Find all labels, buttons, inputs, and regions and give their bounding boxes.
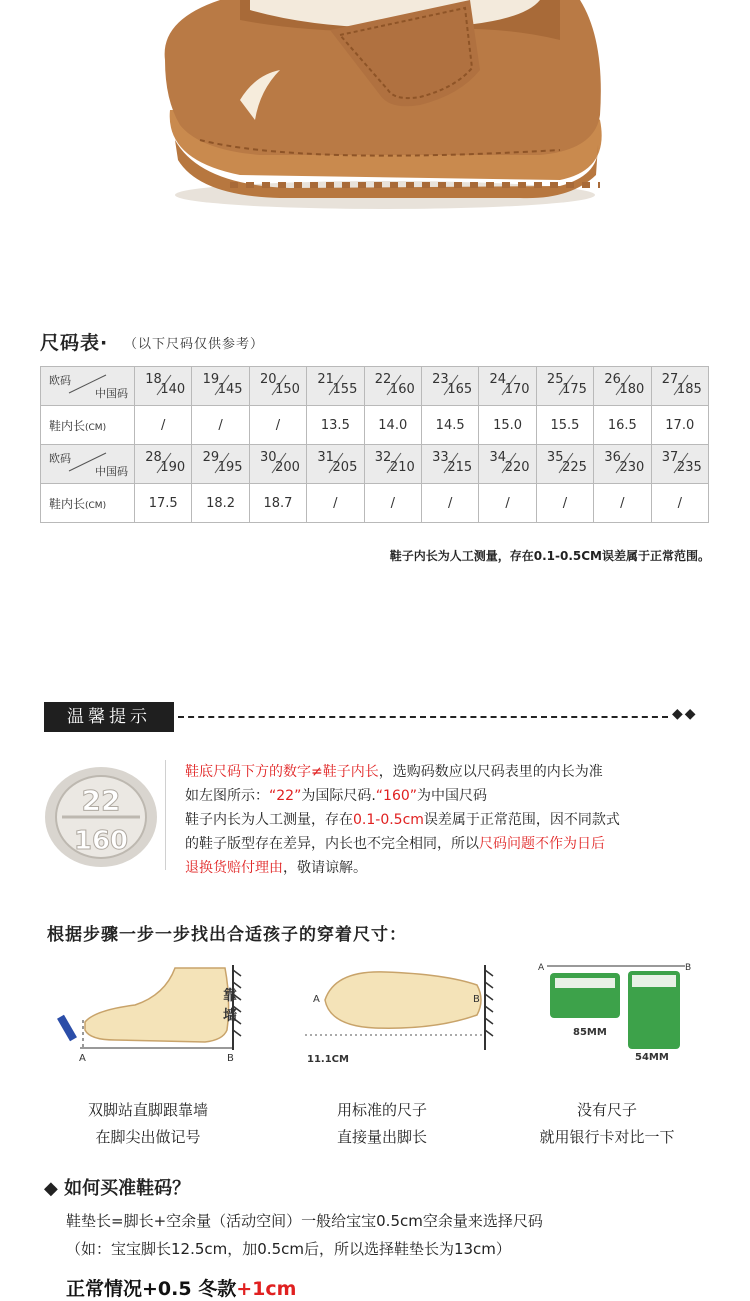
length-cell: 15.5 <box>536 406 593 445</box>
length-cell: 13.5 <box>307 406 364 445</box>
length-cell: 18.2 <box>192 484 249 523</box>
size-header-corner <box>41 445 135 484</box>
length-row-label: 鞋内长(CM) <box>41 484 135 523</box>
size-chart-note: （以下尺码仅供参考） <box>124 337 265 352</box>
size-cell: 20 150 <box>249 367 306 406</box>
normal-allowance: 正常情况+0.5 冬款+1cm <box>66 1278 297 1300</box>
cn-size-label: 中国码 <box>95 465 128 478</box>
size-cell: 28 190 <box>135 445 192 484</box>
length-cell: 14.5 <box>421 406 478 445</box>
svg-text:B: B <box>473 994 480 1005</box>
length-cell: / <box>364 484 421 523</box>
length-cell: / <box>307 484 364 523</box>
size-cell: 33 215 <box>421 445 478 484</box>
size-cell: 19 145 <box>192 367 249 406</box>
svg-text:22: 22 <box>81 784 121 817</box>
diamond-icon: ◆◆ <box>672 706 698 722</box>
size-cell: 36 230 <box>594 445 651 484</box>
size-cell: 29 195 <box>192 445 249 484</box>
tips-line-4: 的鞋子版型存在差异，内长也不完全相同，所以尺码问题不作为日后 <box>185 836 605 852</box>
length-cell: / <box>249 406 306 445</box>
svg-text:A: A <box>313 994 320 1005</box>
svg-text:54MM: 54MM <box>635 1052 669 1063</box>
length-row-label: 鞋内长(CM) <box>41 406 135 445</box>
length-cell: / <box>192 406 249 445</box>
size-cell: 18 140 <box>135 367 192 406</box>
length-cell: 17.0 <box>651 406 708 445</box>
length-cell: 14.0 <box>364 406 421 445</box>
svg-text:B: B <box>227 1053 234 1064</box>
steps-heading: 根据步骤一步一步找出合适孩子的穿着尺寸： <box>47 925 407 945</box>
tips-text <box>185 760 705 880</box>
foot-against-wall-illustration <box>55 960 245 1065</box>
size-chart-title: 尺码表· <box>40 332 109 354</box>
length-cell: / <box>421 484 478 523</box>
size-cell: 35 225 <box>536 445 593 484</box>
size-cell: 32 210 <box>364 445 421 484</box>
size-cell: 27 185 <box>651 367 708 406</box>
length-cell: 17.5 <box>135 484 192 523</box>
tips-line-2: 如左图所示：“22”为国际尺码.“160”为中国尺码 <box>185 788 488 804</box>
step1-caption: 双脚站直脚跟靠墙 在脚尖出做记号 <box>87 1101 208 1146</box>
step2-caption: 用标准的尺子 直接量出脚长 <box>336 1101 427 1146</box>
length-row-1 <box>41 406 709 445</box>
ruler-measure-illustration <box>295 960 495 1065</box>
svg-text:B: B <box>685 963 692 973</box>
eu-size-label: 欧码 <box>49 374 71 387</box>
diamond-icon: ◆ <box>44 1178 65 1199</box>
svg-text:A: A <box>79 1053 86 1064</box>
size-row-2 <box>41 445 709 484</box>
length-cell: / <box>536 484 593 523</box>
buy-heading: ◆ 如何买准鞋码？ <box>44 1178 191 1199</box>
svg-text:85MM: 85MM <box>573 1027 607 1038</box>
length-cell: 18.7 <box>249 484 306 523</box>
length-cell: / <box>135 406 192 445</box>
length-cell: / <box>594 484 651 523</box>
length-cell: / <box>651 484 708 523</box>
size-cell: 22 160 <box>364 367 421 406</box>
tips-line-1: 鞋底尺码下方的数字≠鞋子内长，选购码数应以尺码表里的内长为准 <box>185 764 603 780</box>
svg-text:160: 160 <box>73 826 129 856</box>
eu-size-label: 欧码 <box>49 452 71 465</box>
size-cell: 24 170 <box>479 367 536 406</box>
buy-example: （如：宝宝脚长12.5cm，加0.5cm后，所以选择鞋垫长为13cm） <box>66 1240 511 1258</box>
step3-caption: 没有尺子 就用银行卡对比一下 <box>539 1101 675 1146</box>
size-cell: 21 155 <box>307 367 364 406</box>
svg-text:11.1CM: 11.1CM <box>307 1054 349 1065</box>
sole-size-stamp <box>42 765 160 870</box>
size-cell: 31 205 <box>307 445 364 484</box>
size-cell: 25 175 <box>536 367 593 406</box>
tips-vertical-divider <box>165 760 166 870</box>
tips-line-5: 退换货赔付理由，敬请谅解。 <box>185 860 367 876</box>
size-row-1 <box>41 367 709 406</box>
length-cell: 16.5 <box>594 406 651 445</box>
size-cell: 30 200 <box>249 445 306 484</box>
tips-line-3: 鞋子内长为人工测量，存在0.1-0.5cm误差属于正常范围，因不同款式 <box>185 812 620 828</box>
cn-size-label: 中国码 <box>95 387 128 400</box>
size-cell: 37 235 <box>651 445 708 484</box>
tips-divider-dashed <box>178 716 668 718</box>
size-cell: 23 165 <box>421 367 478 406</box>
length-cell: 15.0 <box>479 406 536 445</box>
size-cell: 34 220 <box>479 445 536 484</box>
size-header-corner <box>41 367 135 406</box>
bank-card-illustration <box>535 958 695 1066</box>
svg-text:A: A <box>538 963 545 973</box>
product-photo <box>0 0 750 300</box>
wall-label: 靠墙 <box>223 988 237 1024</box>
size-table <box>40 366 709 523</box>
length-cell: / <box>479 484 536 523</box>
size-table-footnote: 鞋子内长为人工测量，存在0.1-0.5CM误差属于正常范围。 <box>389 549 710 563</box>
size-cell: 26 180 <box>594 367 651 406</box>
buy-formula: 鞋垫长=脚长+空余量（活动空间）一般给宝宝0.5cm空余量来选择尺码 <box>66 1212 543 1230</box>
length-row-2 <box>41 484 709 523</box>
tips-title: 温馨提示 <box>44 702 174 732</box>
